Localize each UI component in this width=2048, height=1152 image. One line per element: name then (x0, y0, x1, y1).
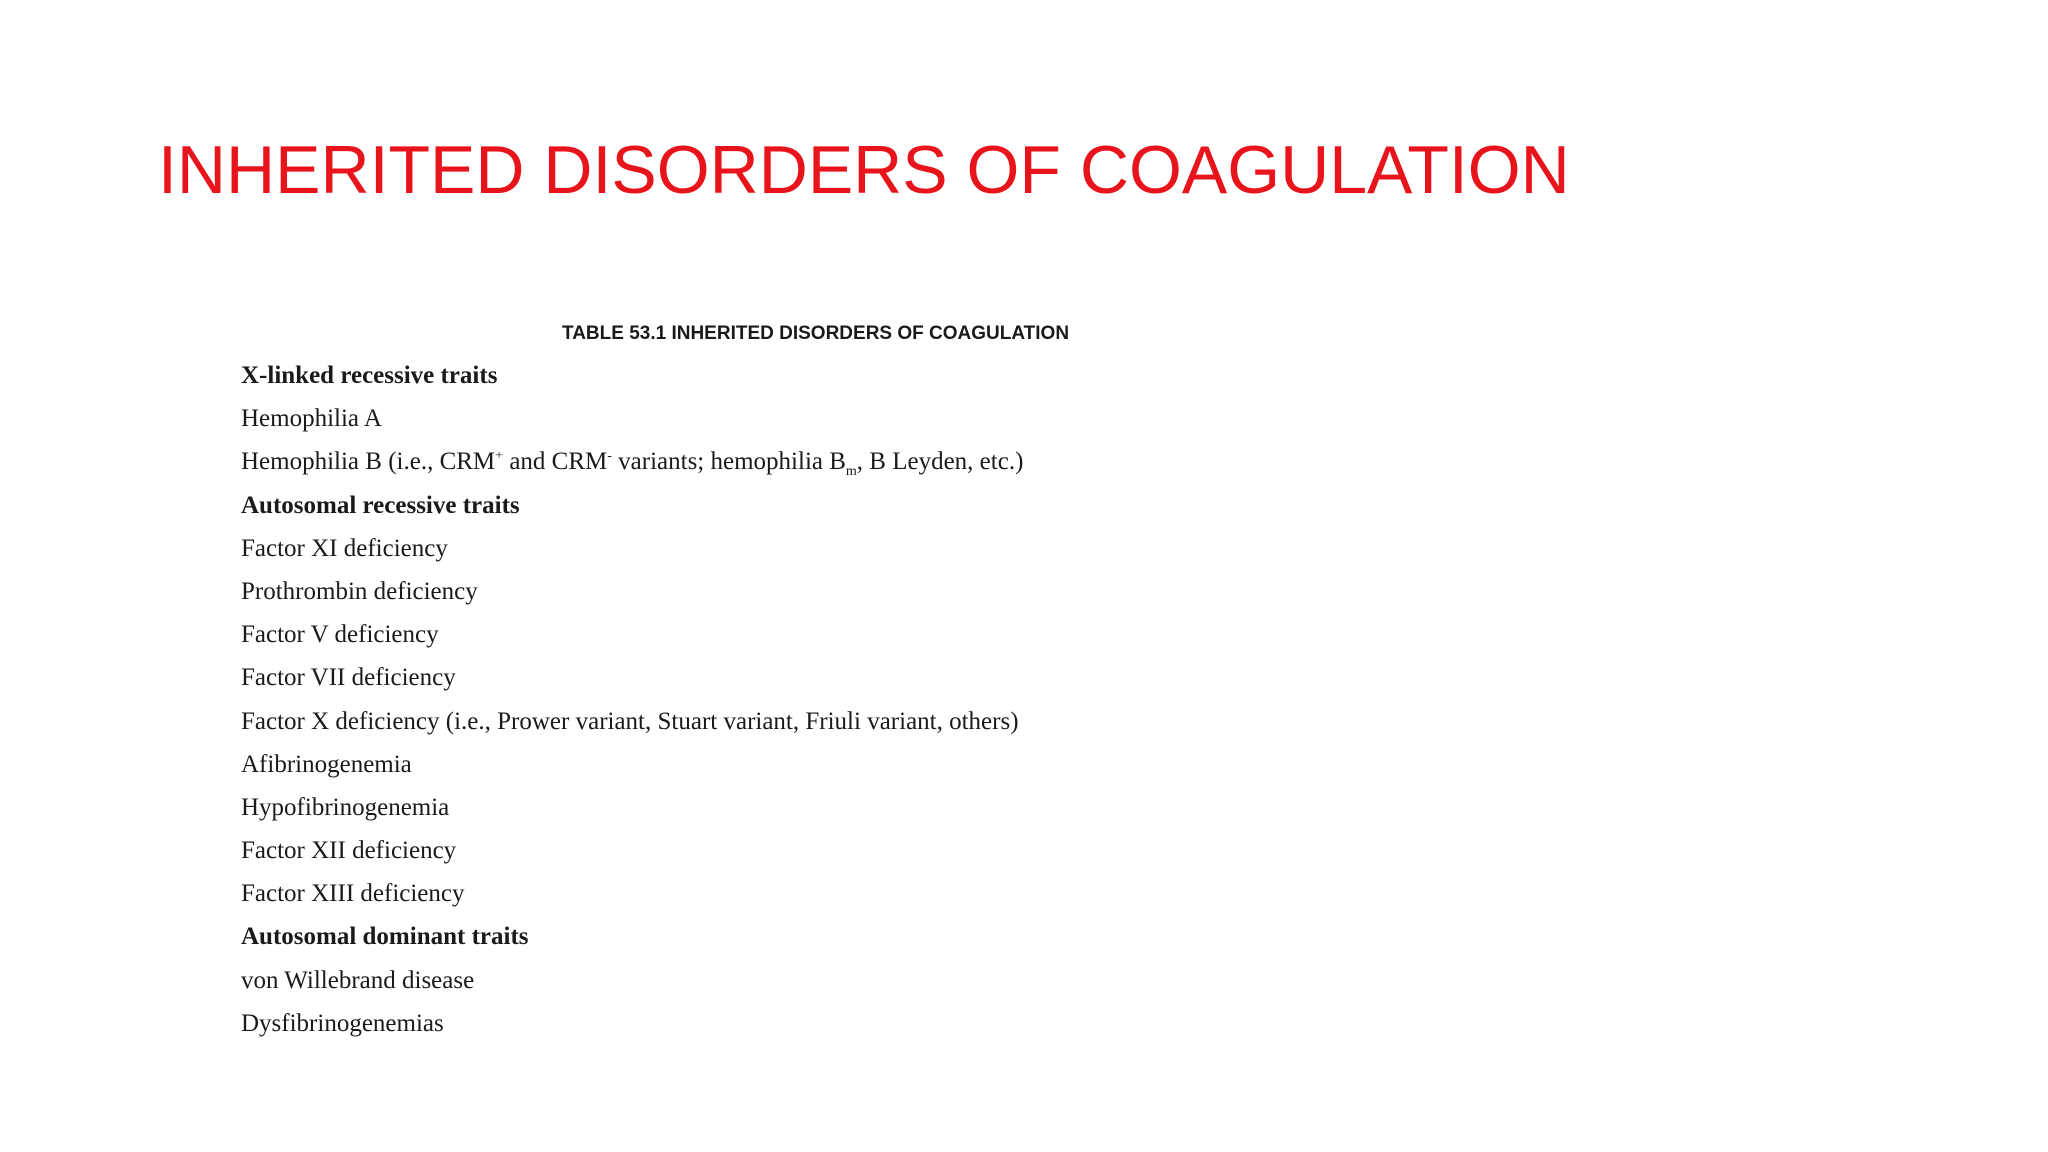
list-item-hemophilia-b (241, 444, 1023, 487)
list-item-factor-xi: Factor XI deficiency (241, 534, 448, 562)
list-item-factor-vii: Factor VII deficiency (241, 664, 456, 692)
bm-subscript: m (845, 464, 857, 480)
crm-plus-superscript: + (495, 449, 504, 465)
slide-title: INHERITED DISORDERS OF COAGULATION (158, 132, 1570, 208)
hemophilia-b-text-4: , B Leyden, etc.) (856, 448, 1024, 476)
list-item-afibrinogenemia: Afibrinogenemia (241, 750, 412, 778)
hemophilia-b-text-1: Hemophilia B (i.e., CRM (241, 448, 496, 476)
list-item-prothrombin: Prothrombin deficiency (241, 577, 478, 605)
hemophilia-b-text-2: and CRM (503, 448, 608, 476)
list-item-dysfibrinogenemias: Dysfibrinogenemias (241, 1009, 444, 1037)
list-item-factor-xiii: Factor XIII deficiency (241, 880, 465, 908)
section-heading-x-linked: X-linked recessive traits (241, 362, 498, 389)
section-heading-autosomal-dominant: Autosomal dominant traits (241, 923, 529, 951)
list-item-von-willebrand: von Willebrand disease (241, 966, 475, 994)
disorder-list (241, 358, 1023, 1049)
list-item-factor-x: Factor X deficiency (i.e., Prower variant, Stuart variant, Friuli variant, others) (241, 707, 1019, 735)
crm-minus-superscript: - (607, 449, 612, 465)
section-heading-autosomal-recessive: Autosomal recessive traits (241, 491, 520, 519)
table-caption: TABLE 53.1 INHERITED DISORDERS OF COAGULATION (562, 323, 1070, 344)
list-item-factor-xii: Factor XII deficiency (241, 837, 457, 865)
list-item-hemophilia-a: Hemophilia A (241, 405, 382, 433)
hemophilia-b-text-3: variants; hemophilia B (611, 448, 846, 476)
list-item-factor-v: Factor V deficiency (241, 621, 439, 649)
list-item-hypofibrinogenemia: Hypofibrinogenemia (241, 793, 450, 821)
